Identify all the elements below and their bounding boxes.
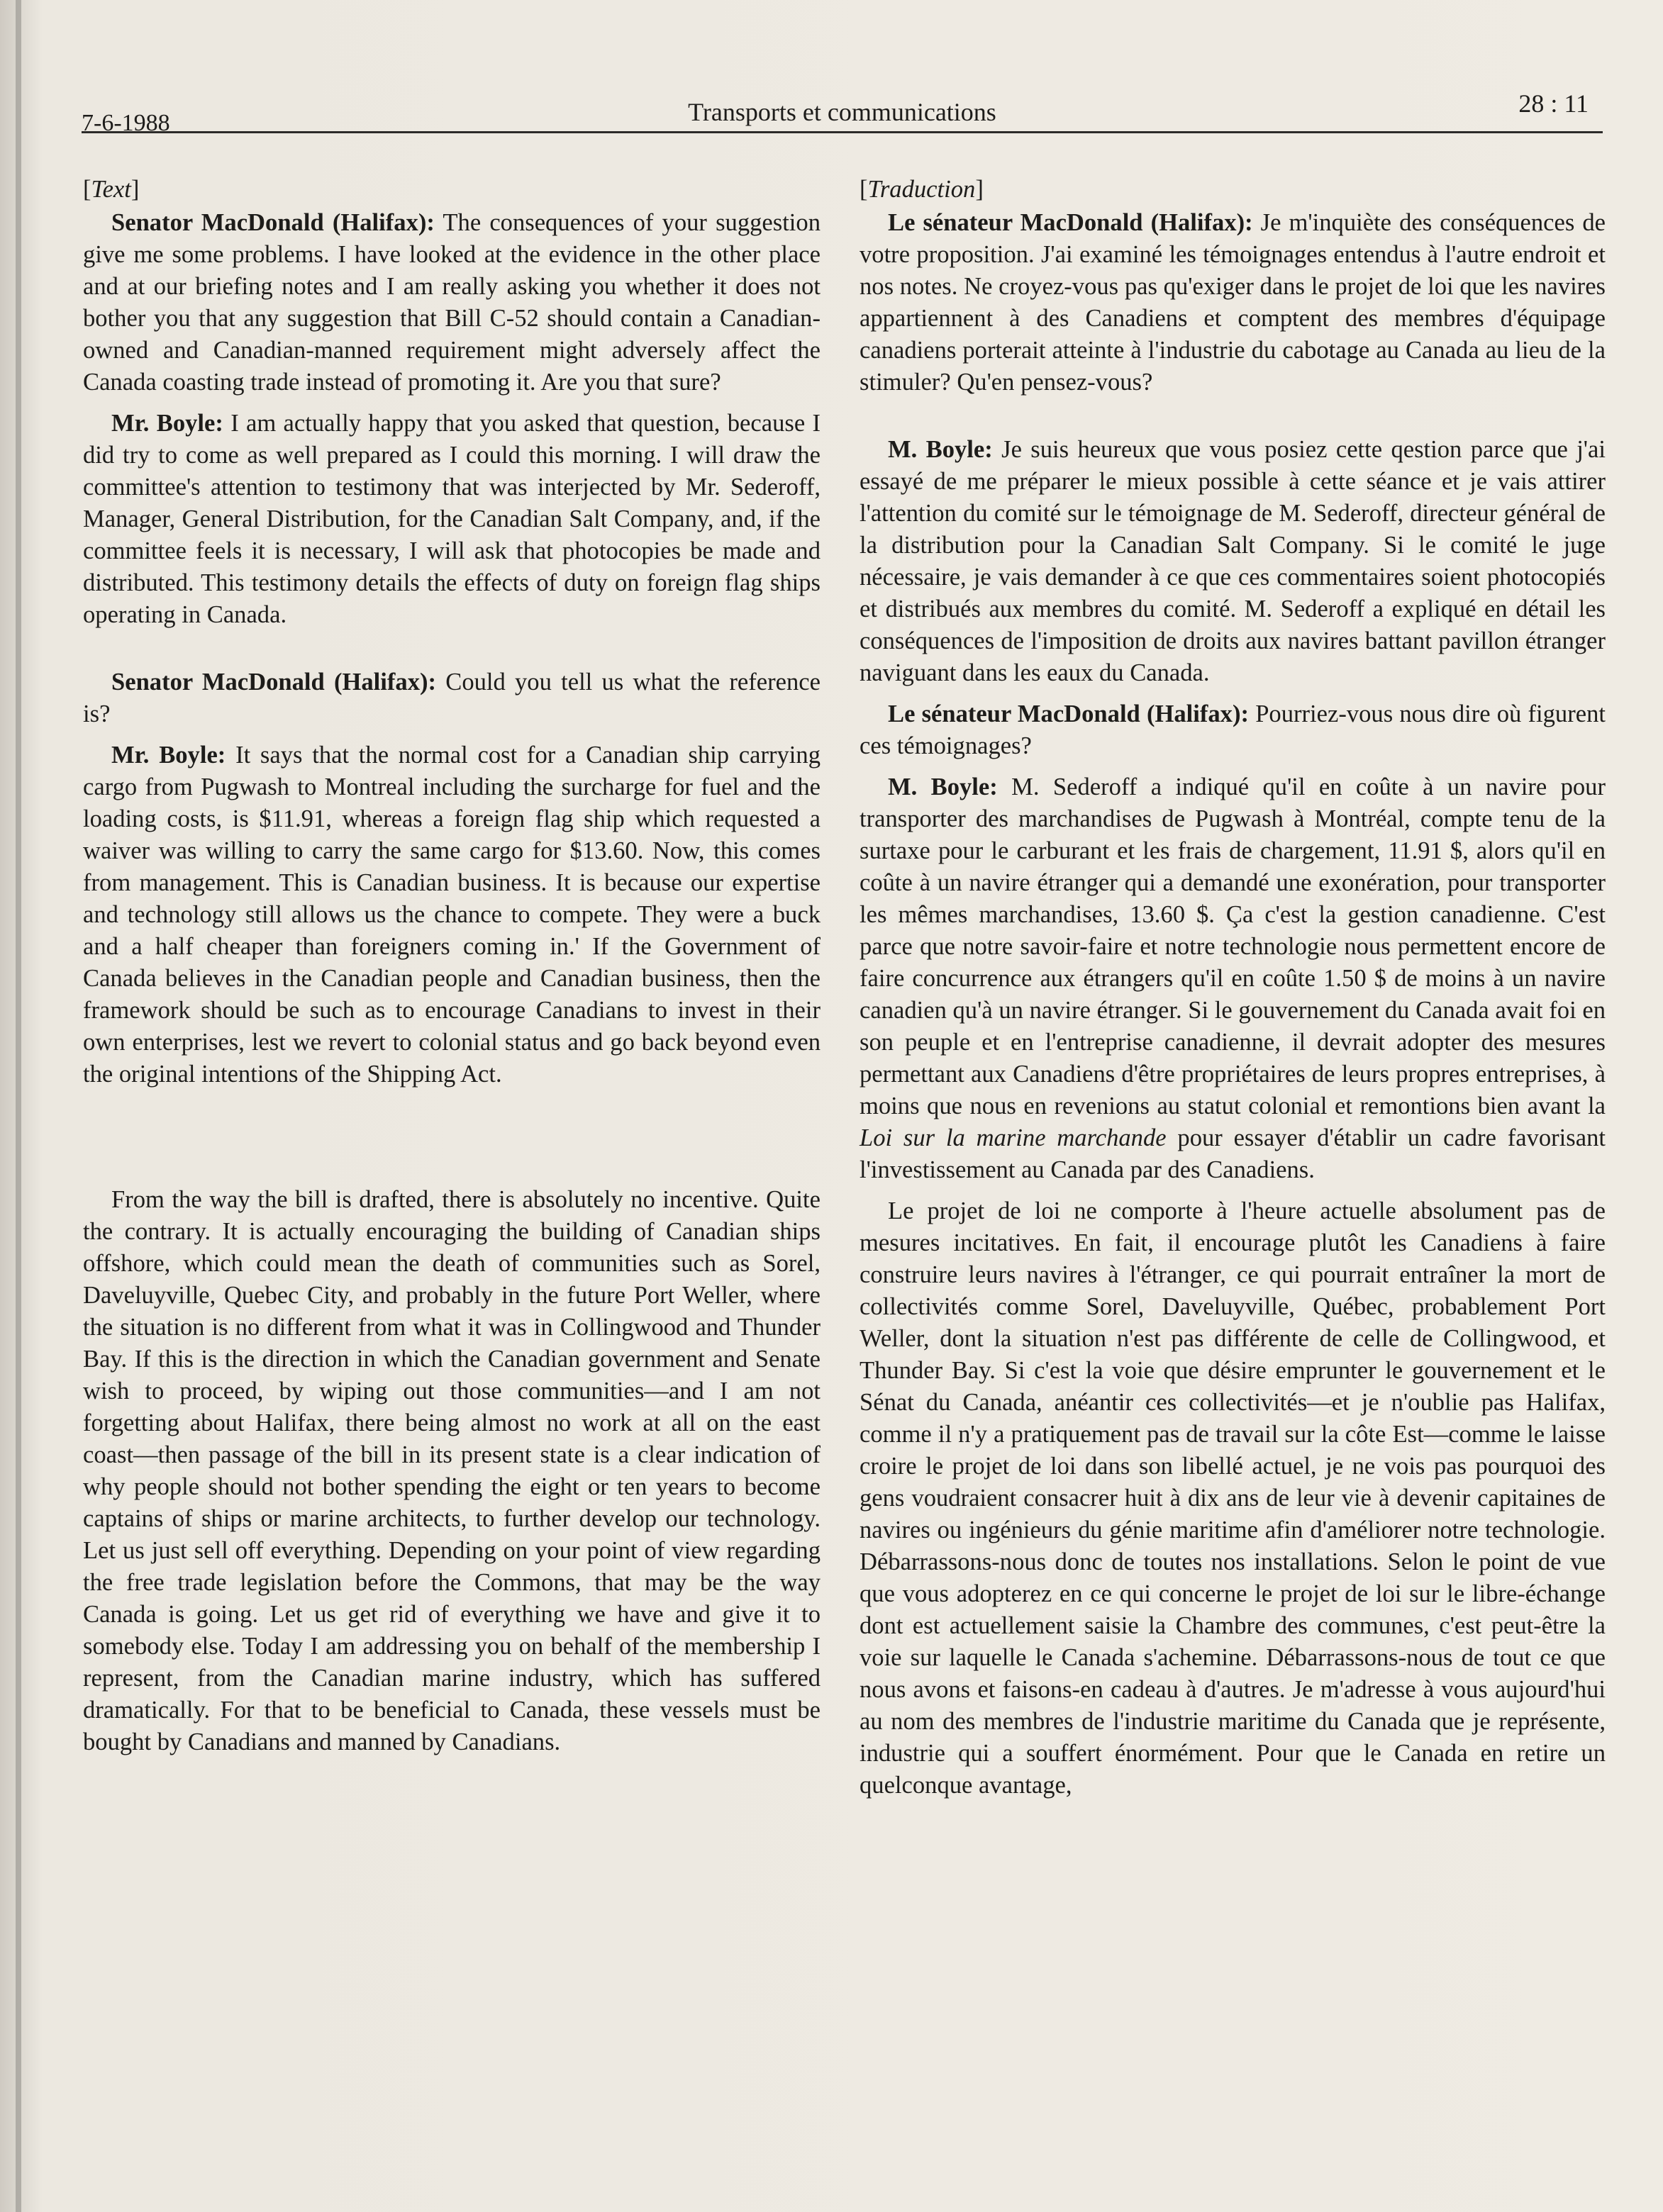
italic-title: Loi sur la marine marchande [860,1124,1167,1151]
speaker-name: M. Boyle: [888,773,998,800]
speaker-name: Mr. Boyle: [111,410,223,437]
left-column-english [83,174,821,1758]
paragraph: From the way the bill is drafted, there is absolutely no incentive. Quite the contrary. It is actually encouraging the building of Canadian ships offshore, which could mean the death of communities such as Sorel, Daveluyville, Quebec City, and probably in the future Port Weller, where the situation is no different from what it was in Collingwood and Thunder Bay. If this is the direction in which the Canadian government and Senate wish to proceed, by wiping out those communities—and I am not forgetting about Halifax, there being almost no work at all on the east coast—then passage of the bill in its present state is a clear indication of why people should not bother spending the eight or ten years to become captains of ships or marine architects, to further develop our technology. Let us just sell off everything. Depending on your point of view regarding the free trade legislation before the Commons, that may be the way Canada is going. Let us get rid of everything we have and give it to somebody else. Today I am addressing you on behalf of the membership I represent, from the Canadian marine industry, which has suffered dramatically. For that to be beneficial to Canada, these vessels must be bought by Canadians and manned by Canadians. [83,1186,821,1755]
header-page-number: 28 : 11 [1518,89,1589,118]
speaker-name: Le sénateur MacDonald (Halifax): [888,700,1249,727]
paragraph: Le projet de loi ne comporte à l'heure actuelle absolument pas de mesures incitatives. En fait, il encourage plutôt les Canadiens à faire construire leurs navires à l'étranger, ce qui pourrait entraîner la mort de collectivités comme Sorel, Daveluyville, Québec, probablement Port Weller, dont la situation n'est pas différente de celle de Collingwood, et Thunder Bay. Si c'est la voie que désire emprunter le gouvernement et le Sénat du Canada, anéantir ces collectivités—et je n'oublie pas Halifax, comme il n'y a pratiquement pas de travail sur la côte Est—comme le laisse croire le projet de loi dans son libellé actuel, je ne vois pas pourquoi des gens voudraient consacrer huit à dix ans de leur vie à devenir capitaines de navires ou ingénieurs du génie maritime afin d'améliorer notre technologie. Débarrassons-nous donc de toutes nos installations. Selon le point de vue que vous adopterez en ce qui concerne le projet de loi sur le libre-échange dont est actuellement saisie la Chambre des communes, c'est peut-être la voie sur laquelle le Canada s'achemine. Débarrassons-nous de tout ce que nous avons et faisons-en cadeau à d'autres. Je m'adresse à vous aujourd'hui au nom des membres de l'industrie maritime du Canada que je représente, industrie qui a souffert énormément. Pour que le Canada en retire un quelconque avantage, [860,1197,1606,1799]
column-label: [Text] [83,176,140,203]
paragraph: Senator MacDonald (Halifax): The consequences of your suggestion give me some problems. I have looked at the evidence in the other place and at our briefing notes and I am really asking you whether it does not bother you that any suggestion that Bill C-52 should contain a Canadian-owned and Canadian-manned requirement might adversely affect the Canada coasting trade instead of promoting it. Are you that sure? [83,209,821,396]
paragraph: Le sénateur MacDonald (Halifax): Pourriez-vous nous dire où figurent ces témoignages? [860,700,1606,759]
paragraph: M. Boyle: M. Sederoff a indiqué qu'il en coûte à un navire pour transporter des marchandises de Pugwash à Montréal, compte tenu de la surtaxe pour le carburant et les frais de chargement, 11.91 $, alors qu'il en coûte à un navire étranger qui a demandé une exonération, pour transporter les mêmes marchandises, 13.60 $. Ça c'est la gestion canadienne. C'est parce que notre savoir-faire et notre technologie nous permettent encore de faire concurrence aux étrangers qu'il en coûte 1.50 $ de moins à un navire canadien qu'à un navire étranger. Si le gouvernement du Canada avait foi en son peuple et en l'entreprise canadienne, il devrait adopter des mesures permettant aux Canadiens d'être propriétaires de leurs propres entreprises, à moins que nous en revenions au statut colonial et remontions bien avant la Loi sur la marine marchande pour essayer d'établir un cadre favorisant l'investissement au Canada par des Canadiens. [860,773,1606,1183]
header-title: Transports et communications [688,98,996,126]
paragraph: Mr. Boyle: I am actually happy that you asked that question, because I did try to come as well prepared as I could this morning. I will draw the committee's attention to testimony that was interjected by Mr. Sederoff, Manager, General Distribution, for the Canadian Salt Company, and, if the committee feels it is necessary, I will ask that photocopies be made and distributed. This testimony details the effects of duty on foreign flag ships operating in Canada. [83,410,821,628]
page-header [82,89,1603,136]
right-column-french [860,174,1606,1802]
speaker-name: M. Boyle: [888,436,993,463]
speaker-name: Le sénateur MacDonald (Halifax): [888,209,1253,236]
paragraph: M. Boyle: Je suis heureux que vous posiez cette qestion parce que j'ai essayé de me préparer le mieux possible à cette séance et je vais attirer l'attention du comité sur le témoignage de M. Sederoff, directeur général de la distribution pour la Canadian Salt Company. Si le comité le juge nécessaire, je vais demander à ce que ces commentaires soient photocopiés et distribués aux membres du comité. M. Sederoff a expliqué en détail les conséquences de l'imposition de droits aux navires battant pavillon étranger naviguant dans les eaux du Canada. [860,436,1606,686]
paragraph: Le sénateur MacDonald (Halifax): Je m'inquiète des conséquences de votre proposition. J'ai examiné les témoignages entendus à l'autre endroit et nos notes. Ne croyez-vous pas qu'exiger dans le projet de loi que les navires appartiennent à des Canadiens et comptent des membres d'équipage canadiens porterait atteinte à l'industrie du cabotage au Canada au lieu de la stimuler? Qu'en pensez-vous? [860,209,1606,396]
speaker-name: Senator MacDonald (Halifax): [111,209,435,236]
header-date: 7-6-1988 [82,110,170,136]
speaker-name: Senator MacDonald (Halifax): [111,669,437,696]
paragraph: Senator MacDonald (Halifax): Could you tell us what the reference is? [83,669,821,727]
binding-edge [16,0,21,2212]
paragraph: Mr. Boyle: It says that the normal cost for a Canadian ship carrying cargo from Pugwash to Montreal including the surcharge for fuel and the loading costs, is $11.91, whereas a foreign flag ship which requested a waiver was willing to carry the same cargo for $13.60. Now, this comes from management. This is Canadian business. It is because our expertise and technology still allows us the chance to compete. They were a buck and a half cheaper than foreigners coming in.' If the Government of Canada believes in the Canadian people and Canadian business, then the framework should be such as to encourage Canadians to invest in their own enterprises, lest we revert to colonial status and go back beyond even the original intentions of the Shipping Act. [83,742,821,1088]
column-label: [Traduction] [860,176,984,203]
speaker-name: Mr. Boyle: [111,742,226,769]
